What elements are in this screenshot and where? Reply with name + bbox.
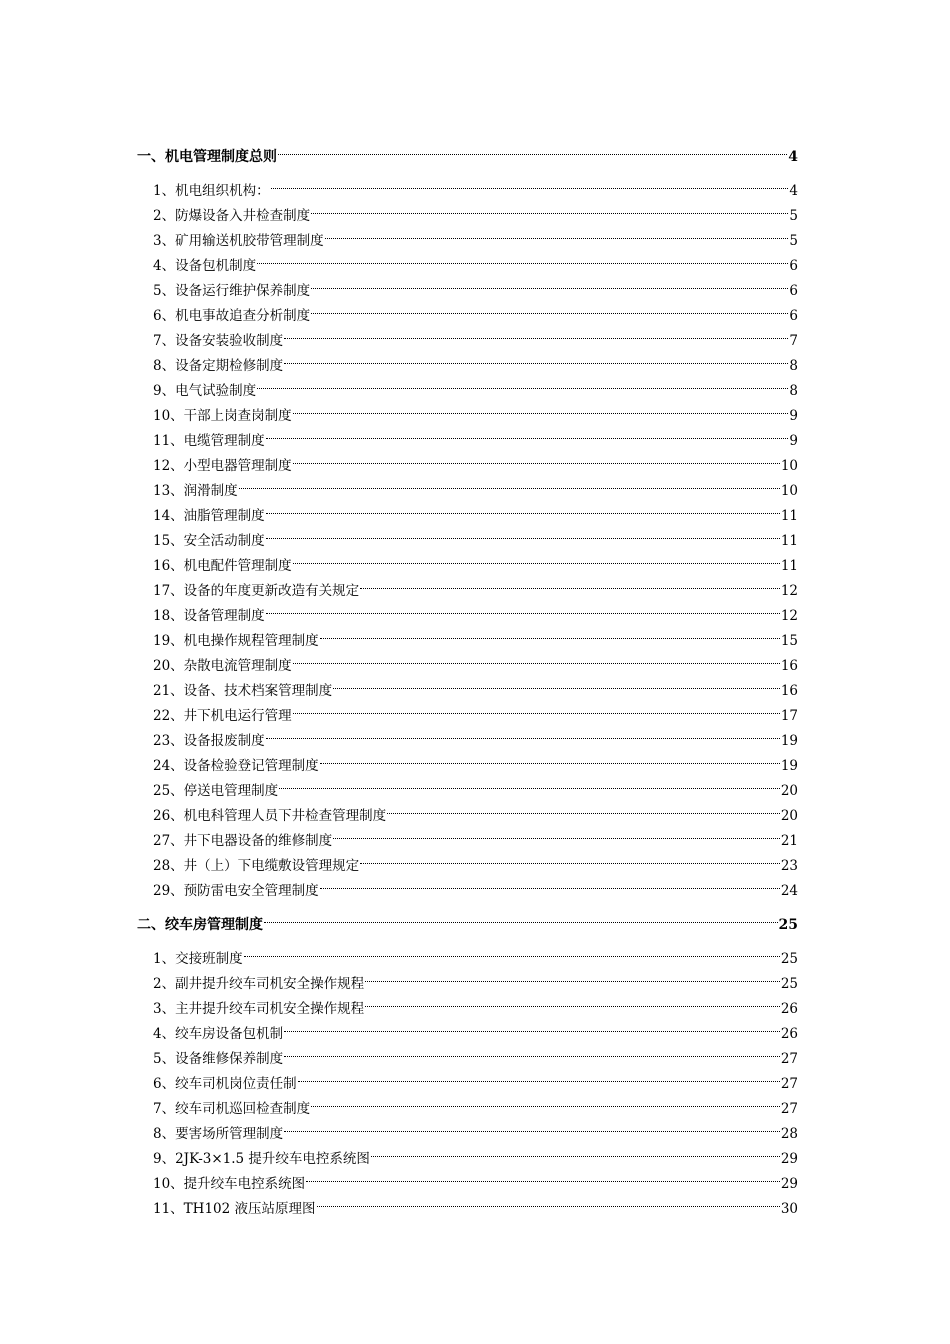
page-number: 27 — [780, 1051, 798, 1067]
dot-leader — [311, 295, 788, 320]
entry-title: 10、提升绞车电控系统图 — [153, 1176, 306, 1192]
dot-leader — [266, 495, 780, 520]
page-number: 19 — [780, 758, 798, 774]
entry-title: 22、井下机电运行管理 — [153, 708, 292, 724]
page-number: 25 — [780, 951, 798, 967]
page-number: 27 — [780, 1101, 798, 1117]
dot-leader — [279, 770, 780, 795]
page-number: 29 — [780, 1151, 798, 1167]
page-number: 8 — [789, 358, 798, 374]
entry-title: 28、井（上）下电缆敷设管理规定 — [153, 858, 360, 874]
dot-leader — [266, 420, 789, 445]
page-number: 5 — [789, 208, 798, 224]
entry-title: 7、设备安装验收制度 — [153, 333, 284, 349]
entry-title: 3、主井提升绞车司机安全操作规程 — [153, 1001, 365, 1017]
page-number: 12 — [780, 583, 798, 599]
entry-title: 13、润滑制度 — [153, 483, 238, 499]
page-number: 11 — [780, 533, 798, 549]
dot-leader — [293, 395, 789, 420]
entry-title: 14、油脂管理制度 — [153, 508, 265, 524]
entry-title: 9、2JK-3×1.5 提升绞车电控系统图 — [153, 1151, 370, 1167]
entry-title: 10、干部上岗查岗制度 — [153, 408, 292, 424]
page-number: 10 — [780, 458, 798, 474]
dot-leader — [360, 570, 780, 595]
page-number: 29 — [780, 1176, 798, 1192]
dot-leader — [371, 1138, 780, 1163]
dot-leader — [293, 445, 780, 470]
entry-title: 23、设备报废制度 — [153, 733, 265, 749]
dot-leader — [284, 320, 788, 345]
dot-leader — [325, 220, 789, 245]
dot-leader — [365, 988, 780, 1013]
page-number: 28 — [780, 1126, 798, 1142]
dot-leader — [293, 545, 780, 570]
page-number: 9 — [789, 408, 798, 424]
entry-title: 3、矿用输送机胶带管理制度 — [153, 233, 324, 249]
page-number: 6 — [789, 308, 798, 324]
dot-leader — [311, 195, 788, 220]
page-number: 16 — [780, 683, 798, 699]
entry-title: 1、交接班制度 — [153, 951, 243, 967]
dot-leader — [266, 720, 780, 745]
page-number: 27 — [780, 1076, 798, 1092]
dot-leader — [293, 695, 780, 720]
page-number: 11 — [780, 558, 798, 574]
dot-leader — [320, 870, 780, 895]
dot-leader — [360, 845, 780, 870]
entry-title: 29、预防雷电安全管理制度 — [153, 883, 319, 899]
dot-leader — [320, 745, 780, 770]
page-number: 11 — [780, 508, 798, 524]
page-number: 24 — [780, 883, 798, 899]
page-number: 15 — [780, 633, 798, 649]
entry-title: 25、停送电管理制度 — [153, 783, 279, 799]
dot-leader — [333, 820, 780, 845]
dot-leader — [284, 1113, 780, 1138]
page-number: 10 — [780, 483, 798, 499]
entry-title: 11、电缆管理制度 — [153, 433, 265, 449]
page-number: 20 — [780, 808, 798, 824]
dot-leader — [264, 904, 778, 929]
entry-title: 12、小型电器管理制度 — [153, 458, 292, 474]
dot-leader — [365, 963, 780, 988]
entry-title: 2、副井提升绞车司机安全操作规程 — [153, 976, 365, 992]
dot-leader — [284, 1013, 780, 1038]
section-title: 一、机电管理制度总则 — [137, 149, 277, 165]
dot-leader — [320, 620, 780, 645]
page-number: 5 — [789, 233, 798, 249]
page-number: 21 — [780, 833, 798, 849]
page-number: 9 — [789, 433, 798, 449]
entry-title: 26、机电科管理人员下井检查管理制度 — [153, 808, 387, 824]
entry-title: 20、杂散电流管理制度 — [153, 658, 292, 674]
page-number: 16 — [780, 658, 798, 674]
entry-title: 5、设备运行维护保养制度 — [153, 283, 311, 299]
dot-leader — [239, 470, 780, 495]
dot-leader — [284, 345, 788, 370]
dot-leader — [271, 170, 789, 195]
table-of-contents — [137, 136, 798, 1217]
dot-leader — [293, 645, 780, 670]
dot-leader — [317, 1188, 780, 1213]
entry-title: 6、绞车司机岗位责任制 — [153, 1076, 297, 1092]
entry-title: 16、机电配件管理制度 — [153, 558, 292, 574]
page-number: 25 — [778, 917, 798, 933]
page-number: 8 — [789, 383, 798, 399]
entry-title: 7、绞车司机巡回检查制度 — [153, 1101, 311, 1117]
entry-title: 2、防爆设备入井检查制度 — [153, 208, 311, 224]
page-number: 12 — [780, 608, 798, 624]
page-number: 7 — [789, 333, 798, 349]
entry-title: 4、设备包机制度 — [153, 258, 257, 274]
entry-title: 27、井下电器设备的维修制度 — [153, 833, 333, 849]
section-title: 二、绞车房管理制度 — [137, 917, 263, 933]
dot-leader — [311, 1088, 780, 1113]
entry-title: 21、设备、技术档案管理制度 — [153, 683, 333, 699]
entry-title: 15、安全活动制度 — [153, 533, 265, 549]
entry-title: 5、设备维修保养制度 — [153, 1051, 284, 1067]
toc-section-heading[interactable] — [137, 136, 798, 165]
entry-title: 18、设备管理制度 — [153, 608, 265, 624]
entry-title: 19、机电操作规程管理制度 — [153, 633, 319, 649]
toc-entry[interactable] — [137, 170, 798, 199]
entry-title: 11、TH102 液压站原理图 — [153, 1201, 316, 1217]
dot-leader — [298, 1063, 780, 1088]
page-number: 30 — [780, 1201, 798, 1217]
page-number: 6 — [789, 283, 798, 299]
page-number: 26 — [780, 1001, 798, 1017]
page-number: 6 — [789, 258, 798, 274]
entry-title: 9、电气试验制度 — [153, 383, 257, 399]
dot-leader — [278, 136, 787, 161]
entry-title: 8、设备定期检修制度 — [153, 358, 284, 374]
entry-title: 6、机电事故追查分析制度 — [153, 308, 311, 324]
toc-entry[interactable] — [137, 938, 798, 967]
entry-title: 8、要害场所管理制度 — [153, 1126, 284, 1142]
dot-leader — [266, 520, 780, 545]
dot-leader — [306, 1163, 780, 1188]
dot-leader — [311, 270, 788, 295]
entry-title: 4、绞车房设备包机制 — [153, 1026, 284, 1042]
page-number: 4 — [789, 183, 798, 199]
dot-leader — [257, 370, 788, 395]
page-number: 17 — [780, 708, 798, 724]
dot-leader — [284, 1038, 780, 1063]
entry-title: 17、设备的年度更新改造有关规定 — [153, 583, 360, 599]
dot-leader — [387, 795, 780, 820]
page-number: 25 — [780, 976, 798, 992]
dot-leader — [266, 595, 780, 620]
page-number: 23 — [780, 858, 798, 874]
page-number: 26 — [780, 1026, 798, 1042]
page-number: 20 — [780, 783, 798, 799]
page-number: 4 — [788, 149, 798, 165]
dot-leader — [257, 245, 788, 270]
entry-title: 24、设备检验登记管理制度 — [153, 758, 319, 774]
page-number: 19 — [780, 733, 798, 749]
entry-title: 1、机电组织机构： — [153, 183, 270, 199]
toc-section-heading[interactable] — [137, 904, 798, 933]
dot-leader — [244, 938, 780, 963]
dot-leader — [333, 670, 780, 695]
